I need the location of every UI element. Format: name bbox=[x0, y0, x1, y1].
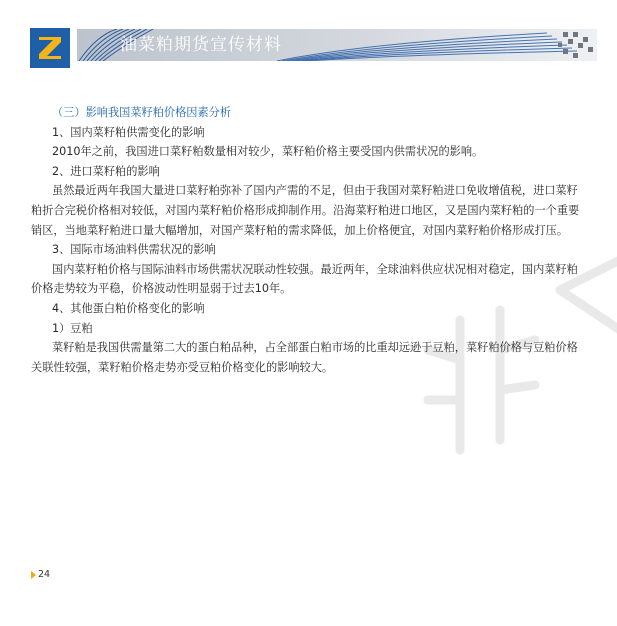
main-content bbox=[31, 103, 583, 377]
subheading-2: 2、进口菜籽粕的影响 bbox=[52, 164, 160, 178]
subheading-3: 3、国际市场油料供需状况的影响 bbox=[52, 243, 216, 257]
paragraph-3: 国内菜籽粕价格与国际油料市场供需状况联动性较强。最近两年，全球油料供应状况相对稳定，国内菜籽粕价格走势较为平稳，价格波动性明显弱于过去10年。 bbox=[31, 262, 578, 296]
header-title: 油菜粕期货宣传材料 bbox=[120, 35, 282, 55]
zce-logo-icon bbox=[30, 28, 70, 68]
page-number bbox=[31, 569, 50, 580]
paragraph-2: 虽然最近两年我国大量进口菜籽粕弥补了国内产需的不足，但由于我国对菜籽粕进口免收增值税，进口菜籽粕折合完税价格相对较低，对国内菜籽粕价格形成抑制作用。沿海菜籽粕进口地区，又是国内菜籽粕的一个重要销区，当地菜籽粕进口量大幅增加，对国产菜籽粕的需求降低，加上价格便宜，对国内菜籽粕价格形成打压。 bbox=[31, 184, 580, 237]
subheading-4-1: 1）豆粕 bbox=[52, 321, 93, 335]
subheading-4: 4、其他蛋白粕价格变化的影响 bbox=[52, 301, 205, 315]
page-marker-icon bbox=[31, 571, 36, 579]
paragraph-1: 2010年之前，我国进口菜籽粕数量相对较少，菜籽粕价格主要受国内供需状况的影响。 bbox=[52, 145, 484, 159]
subheading-1: 1、国内菜籽粕供需变化的影响 bbox=[52, 125, 205, 139]
paragraph-4: 菜籽粕是我国供需量第二大的蛋白粕品种，占全部蛋白粕市场的比重却远逊于豆粕，菜籽粕价格与豆粕价格关联性较强，菜籽粕价格走势亦受豆粕价格变化的影响较大。 bbox=[31, 341, 578, 374]
section-title: （三）影响我国菜籽粕价格因素分析 bbox=[52, 106, 232, 119]
page-number-text: 24 bbox=[38, 569, 51, 580]
